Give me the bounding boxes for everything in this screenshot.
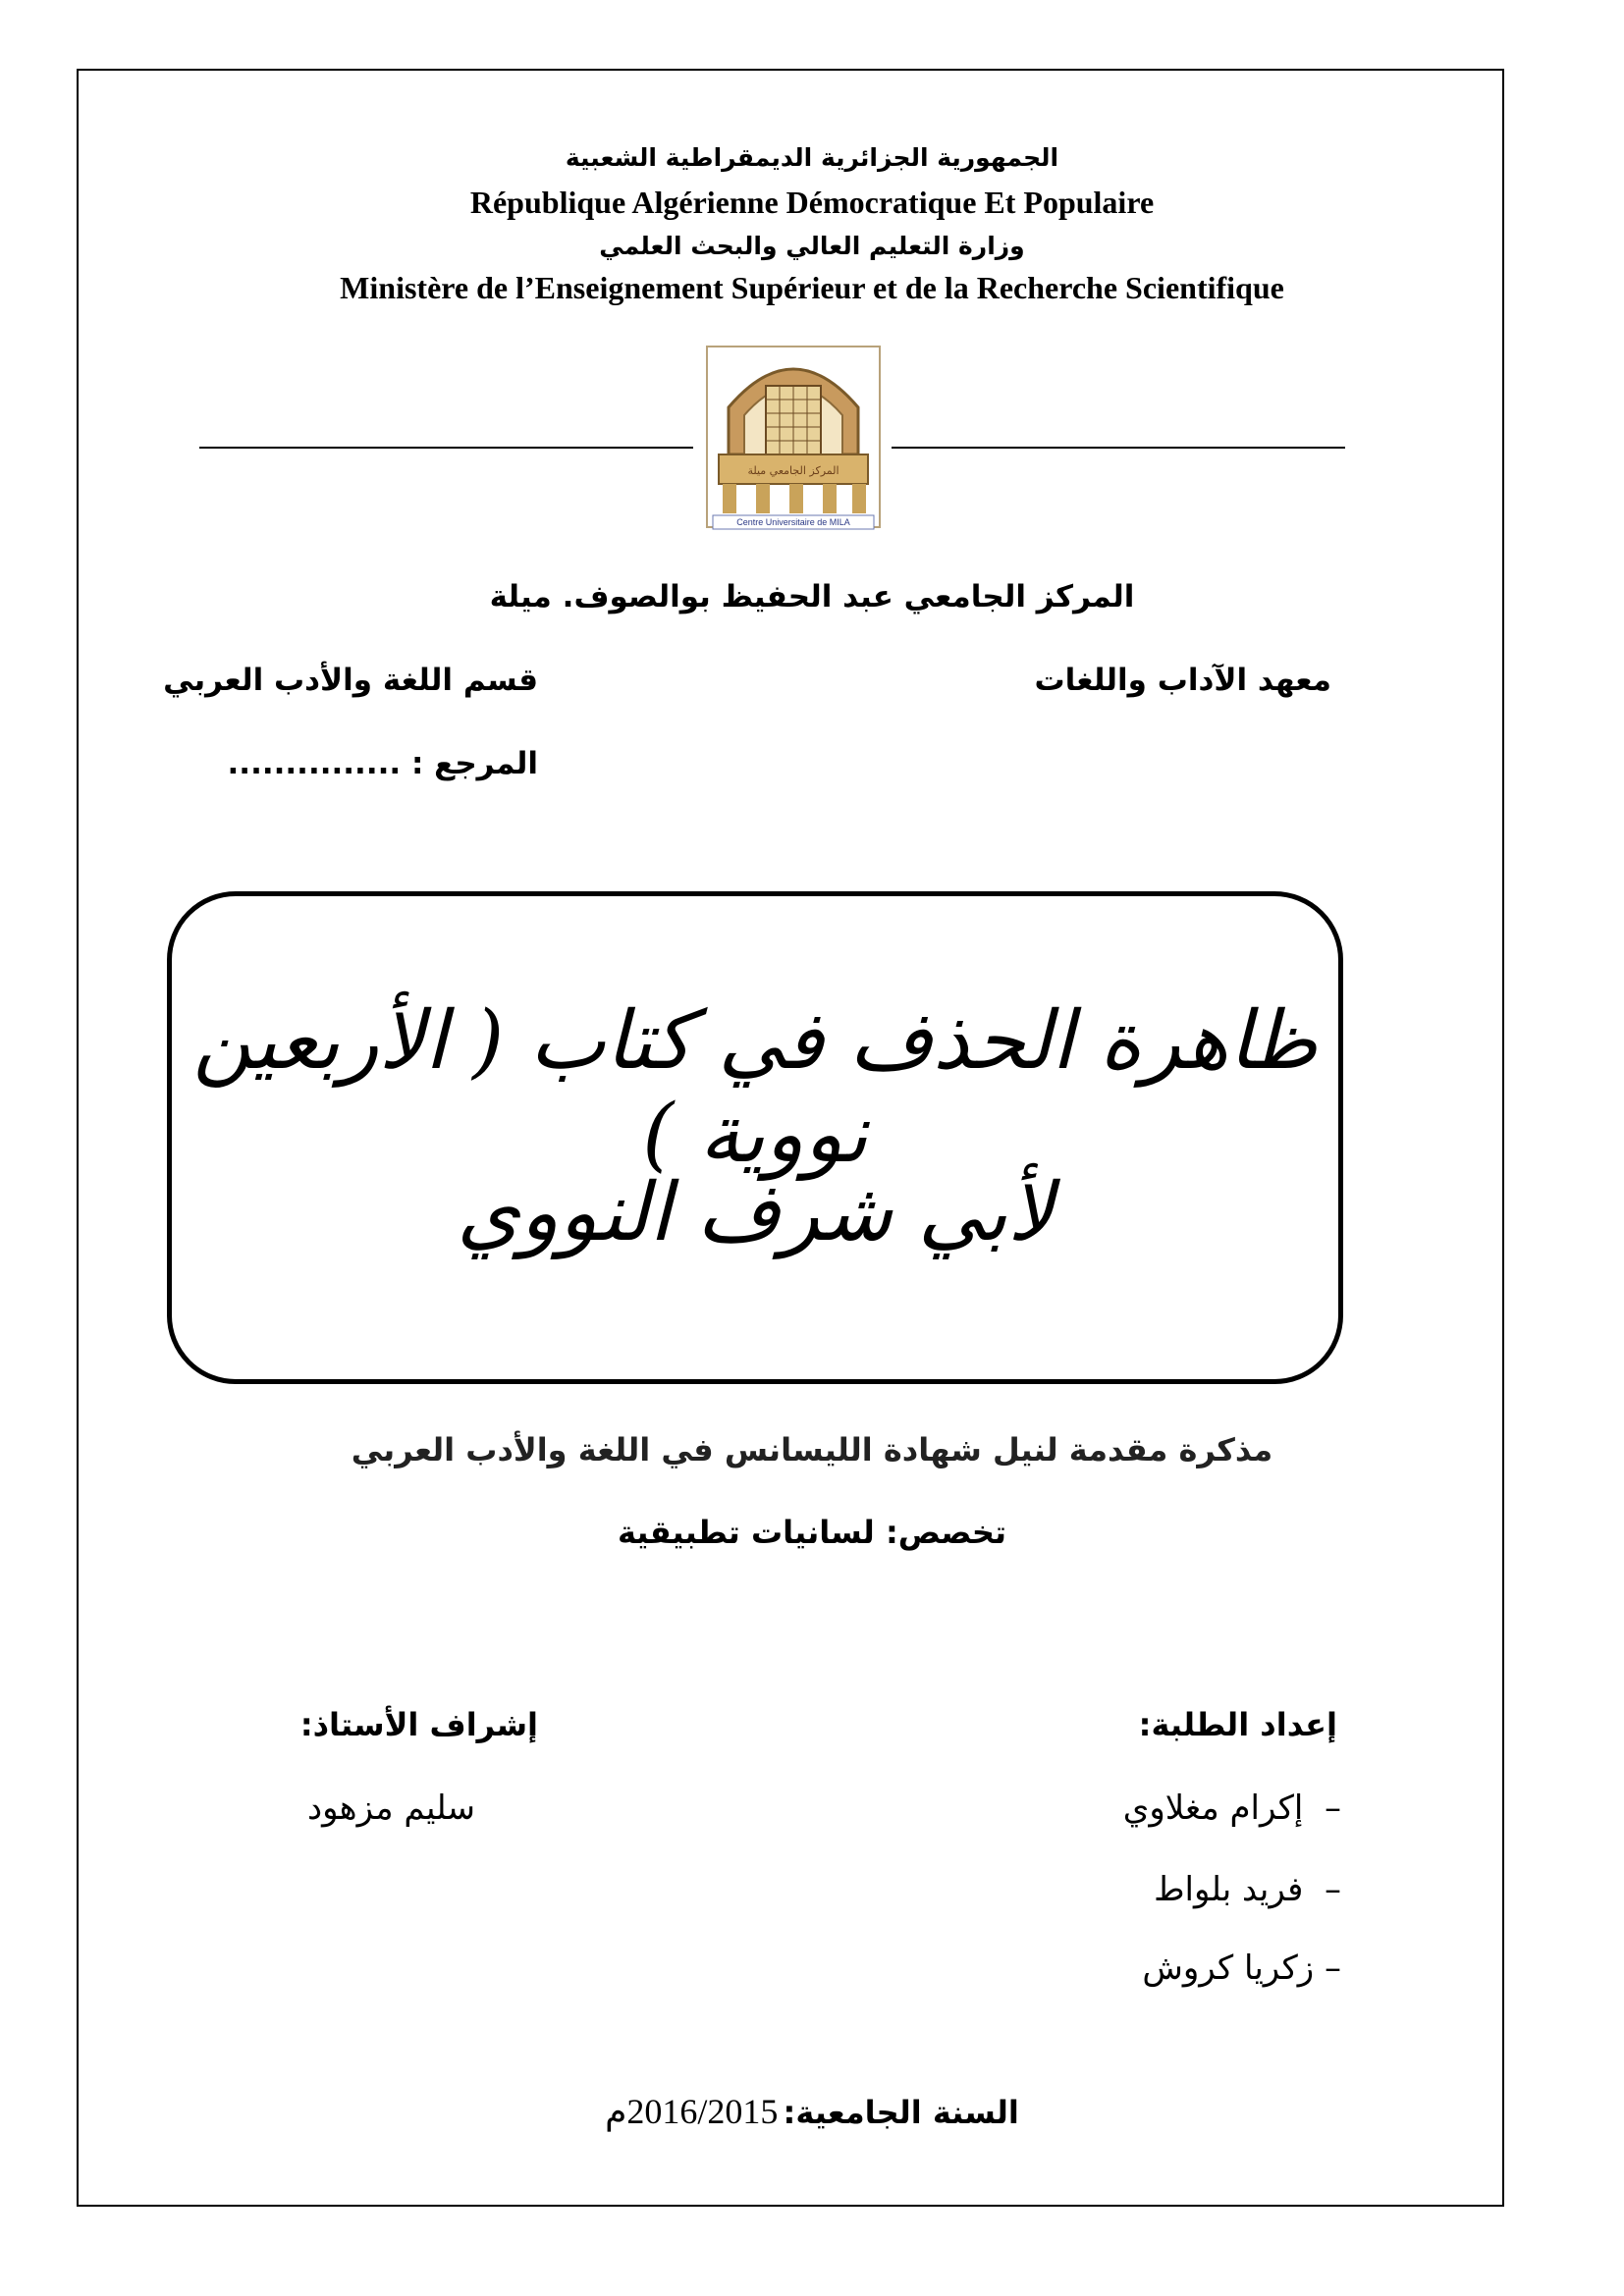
list-dash: – bbox=[1303, 1789, 1341, 1828]
academic-year bbox=[0, 2091, 1624, 2132]
supervisor-heading: إشراف الأستاذ: bbox=[299, 1706, 538, 1743]
logo-caption: Centre Universitaire de MILA bbox=[736, 517, 850, 527]
students-heading: إعداد الطلبة: bbox=[1138, 1706, 1337, 1743]
header-rule-left bbox=[199, 447, 693, 449]
list-dash: – bbox=[1303, 1870, 1341, 1909]
header-rule-right bbox=[892, 447, 1345, 449]
republic-french: République Algérienne Démocratique Et Populaire bbox=[469, 185, 1155, 220]
republic-arabic: الجمهورية الجزائرية الديمقراطية الشعبية bbox=[565, 143, 1059, 172]
student-name: فريد بلواط bbox=[1154, 1870, 1304, 1909]
supervisor-name: سليم مزهود bbox=[306, 1789, 475, 1828]
student-item bbox=[1142, 1949, 1341, 1988]
student-item bbox=[1123, 1789, 1341, 1828]
student-name: إكرام مغلاوي bbox=[1122, 1789, 1304, 1828]
svg-text:المركز الجامعي ميلة: المركز الجامعي ميلة bbox=[747, 464, 839, 477]
thesis-title-line2: لأبي شرف النووي bbox=[457, 1166, 1054, 1259]
specialty: تخصص: لسانيات تطبيقية bbox=[618, 1514, 1006, 1551]
thesis-title-line1: ظاهرة الحذف في كتاب ( الأربعين نووية ) bbox=[192, 994, 1318, 1181]
ministry-french: Ministère de l’Enseignement Supérieur et de la Recherche Scientifique bbox=[340, 270, 1284, 305]
ministry-arabic: وزارة التعليم العالي والبحث العلمي bbox=[599, 232, 1025, 260]
title-box bbox=[167, 891, 1343, 1384]
institute-name: معهد الآداب واللغات bbox=[1034, 663, 1331, 698]
academic-year-label: السنة الجامعية: bbox=[783, 2094, 1019, 2131]
reference-field: المرجع : ............... bbox=[227, 746, 538, 781]
department-name: قسم اللغة والأدب العربي bbox=[163, 663, 538, 698]
academic-year-value: 2016/2015م bbox=[605, 2092, 779, 2131]
memo-statement: مذكرة مقدمة لنيل شهادة الليسانس في اللغة والأدب العربي bbox=[351, 1431, 1273, 1468]
university-center: المركز الجامعي عبد الحفيظ بوالصوف. ميلة bbox=[489, 579, 1135, 614]
university-logo bbox=[699, 339, 888, 535]
list-dash: – bbox=[1314, 1949, 1341, 1988]
student-item bbox=[1154, 1870, 1341, 1909]
student-name: زكريا كروش bbox=[1142, 1949, 1315, 1988]
